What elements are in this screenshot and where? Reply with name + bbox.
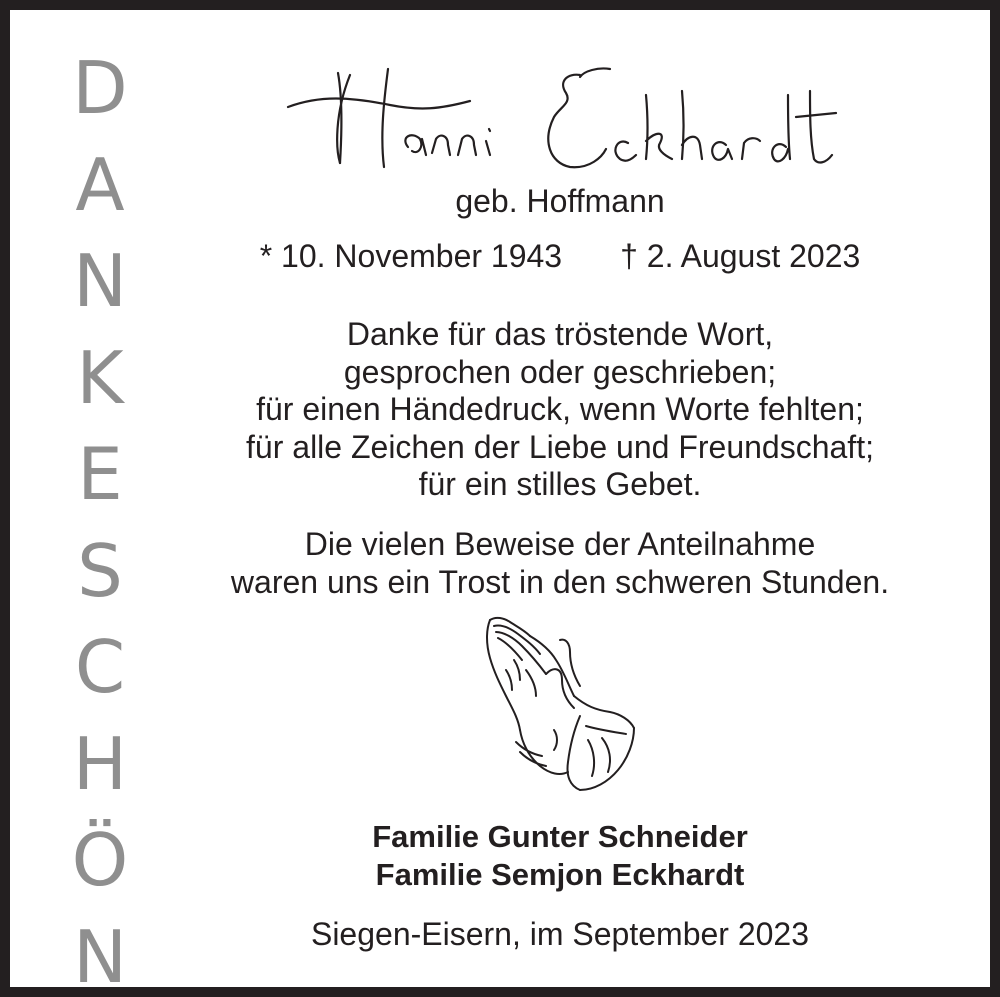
family-name: Familie Gunter Schneider: [372, 819, 748, 854]
death-date: † 2. August 2023: [620, 238, 861, 274]
verse-line: gesprochen oder geschrieben;: [343, 353, 777, 390]
side-letter: D: [72, 46, 128, 130]
side-letter: E: [77, 432, 123, 516]
side-word-dankeschoen: [50, 40, 150, 997]
verse-line: für einen Händedruck, wenn Worte fehlten;: [256, 391, 864, 427]
praying-hands-icon: [470, 610, 650, 800]
verse-line: Danke für das tröstende Wort,: [346, 316, 774, 352]
birth-date: * 10. November 1943: [259, 238, 563, 274]
obituary-content: [160, 10, 960, 987]
side-letter: N: [73, 914, 127, 997]
side-letter: A: [75, 142, 125, 227]
side-letter: H: [72, 721, 128, 806]
thanks-statement: [160, 526, 960, 601]
side-letter: S: [77, 528, 123, 613]
verse-line: für alle Zeichen der Liebe und Freundschaft;: [246, 428, 874, 465]
verse-line: für ein stilles Gebet.: [418, 466, 702, 502]
thanks-line: waren uns ein Trost in den schweren Stunden.: [230, 563, 890, 600]
place-and-date: Siegen-Eisern, im September 2023: [310, 916, 810, 952]
gratitude-verse: [160, 316, 960, 504]
side-letter: C: [74, 625, 126, 709]
family-signatures: [160, 818, 960, 894]
side-letter: N: [73, 239, 127, 323]
deceased-name-signature: [280, 55, 850, 180]
life-dates: [160, 237, 960, 275]
family-name: Familie Semjon Eckhardt: [375, 857, 745, 892]
birth-name: geb. Hoffmann: [455, 183, 665, 219]
side-letter: Ö: [71, 818, 129, 902]
side-letter: K: [76, 335, 124, 420]
thanks-line: Die vielen Beweise der Anteilnahme: [304, 526, 816, 562]
